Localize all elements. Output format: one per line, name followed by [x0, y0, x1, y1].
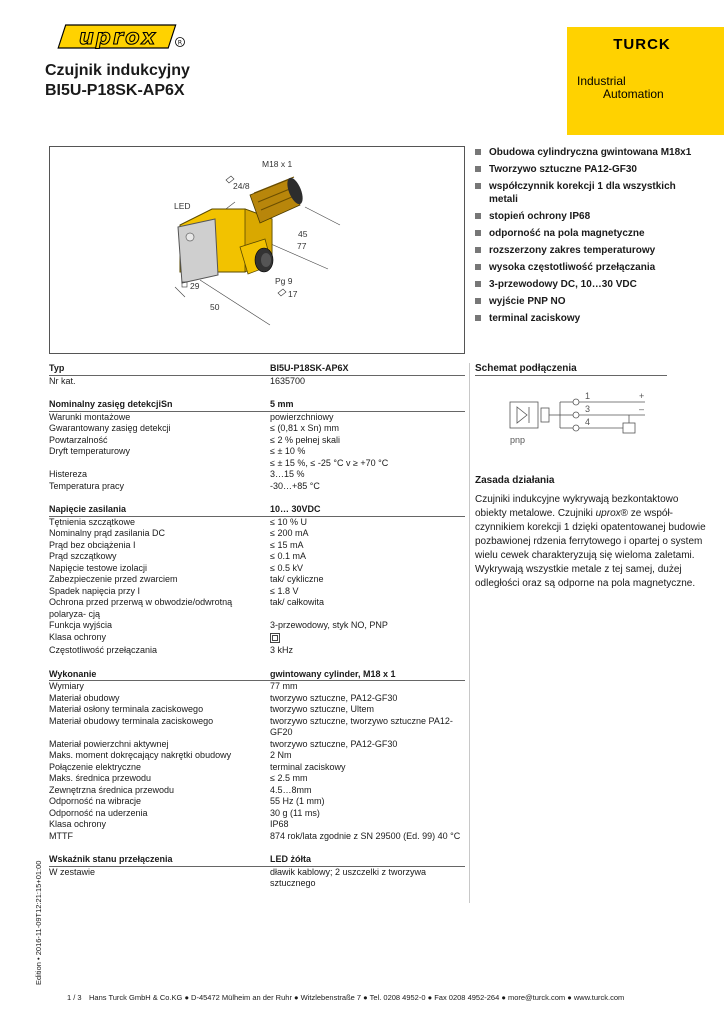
spec-value: ≤ 15 mA [270, 539, 304, 550]
spec-row [49, 458, 465, 470]
spec-key: Odporność na uderzenia [49, 807, 148, 818]
feature-item: wyjście PNP NO [475, 295, 705, 308]
spec-value: dławik kablowy; 2 uszczelki z tworzywa sztucznego [270, 866, 427, 888]
label-dim50: 50 [210, 302, 220, 312]
spec-key: Zewnętrzna średnica przewodu [49, 784, 175, 795]
spec-spacer [49, 657, 465, 669]
minus-label: – [639, 404, 645, 414]
spec-spacer [49, 492, 465, 504]
dimension-drawing [49, 146, 465, 354]
spec-row [49, 481, 465, 493]
spec-key: Histereza [49, 469, 88, 479]
wiring-diagram [505, 390, 655, 457]
spec-row [49, 819, 465, 831]
spec-value: ≤ 0.1 mA [270, 551, 306, 561]
label-dim77: 77 [297, 241, 307, 251]
spec-row [49, 854, 465, 866]
spec-row [49, 785, 465, 797]
spec-row [49, 586, 465, 598]
label-pg: Pg 9 [275, 276, 293, 286]
spec-row [49, 516, 465, 528]
spec-value: IP68 [270, 819, 289, 829]
pnp-label: pnp [510, 435, 526, 445]
spec-key: Ochrona przed przerwą w obwodzie/odwrotną polaryza- cją [49, 597, 233, 619]
spec-row [49, 551, 465, 563]
feature-item: wysoka częstotliwość przełączania [475, 261, 705, 274]
product-code-title: BI5U-P18SK-AP6X [45, 82, 185, 99]
spec-key: Napięcie zasilania [49, 504, 270, 516]
spec-key: Wykonanie [49, 669, 270, 681]
spec-row [49, 620, 465, 632]
spec-key: Wymiary [49, 681, 84, 691]
spec-value: tak/ całkowita [270, 597, 325, 607]
spec-value: 1635700 [270, 375, 306, 386]
spec-row [49, 504, 465, 516]
spec-value: LED żółta [270, 854, 465, 866]
spec-key: Zabezpieczenie przed zwarciem [49, 574, 178, 584]
pin-1-label: 1 [585, 391, 591, 401]
spec-key: Funkcja wyjścia [49, 620, 113, 630]
spec-row [49, 796, 465, 808]
spec-key: Maks. moment dokręcający nakrętki obudowy [49, 750, 232, 760]
spec-value: -30…+85 °C [270, 480, 320, 491]
spec-value: 3-przewodowy, styk NO, PNP [270, 620, 388, 630]
spec-row [49, 831, 465, 843]
spec-value: 2 Nm [270, 750, 292, 760]
spec-row [49, 435, 465, 447]
spec-value: tworzywo sztuczne, tworzywo sztuczne PA12-GF20 [270, 715, 453, 737]
spec-key: Materiał osłony terminala zaciskowego [49, 704, 204, 714]
spec-row [49, 563, 465, 575]
label-thread: M18 x 1 [262, 159, 293, 169]
principle-title: Zasada działania [475, 475, 555, 486]
spec-value: ≤ 10 % U [270, 516, 307, 527]
spec-key: Wskaźnik stanu przełączenia [49, 854, 270, 866]
spec-row [49, 669, 465, 681]
spec-value: ≤ 2 % pełnej skali [270, 434, 340, 445]
spec-row [49, 681, 465, 693]
label-led: LED [174, 201, 191, 211]
spec-row [49, 704, 465, 716]
feature-item: rozszerzony zakres temperaturowy [475, 244, 705, 257]
spec-row [49, 574, 465, 586]
spec-value: ≤ 1.8 V [270, 585, 299, 596]
spec-row [49, 469, 465, 481]
spec-value: ≤ ± 10 % [270, 446, 306, 456]
feature-item: Tworzywo sztuczne PA12-GF30 [475, 163, 705, 176]
spec-key: Materiał obudowy [49, 692, 120, 703]
feature-item: współczynnik korekcji 1 dla wszystkich metali [475, 180, 705, 206]
spec-row [49, 597, 465, 620]
spec-key: Połączenie elektryczne [49, 761, 142, 772]
spec-row [49, 693, 465, 705]
spec-key [49, 458, 270, 470]
pin-3-label: 3 [585, 404, 591, 414]
spec-value: ≤ 2.5 mm [270, 773, 308, 783]
spec-value: 3 kHz [270, 645, 294, 655]
page-title: Czujnik indukcyjny [45, 62, 190, 79]
divider [475, 375, 667, 376]
page-number: 1 / 3 [67, 993, 82, 1002]
plus-label: + [639, 391, 645, 401]
label-dim45: 45 [298, 229, 308, 239]
spec-value: tworzywo sztuczne, Ultem [270, 704, 375, 714]
spec-key: Powtarzalność [49, 434, 108, 445]
spec-value: ≤ 0.5 kV [270, 562, 303, 573]
spec-key: Warunki montażowe [49, 411, 131, 422]
spec-value: 5 mm [270, 399, 465, 411]
protection-class-icon [270, 633, 280, 643]
spec-value: gwintowany cylinder, M18 x 1 [270, 669, 465, 681]
spec-row [49, 866, 465, 890]
spec-key: W zestawie [49, 866, 96, 877]
pin-4-label: 4 [585, 417, 591, 427]
spec-row [49, 363, 465, 375]
uprox-logo [56, 24, 186, 55]
turck-logo: TURCK [613, 36, 671, 53]
turck-brand-block [567, 27, 724, 135]
spec-row [49, 645, 465, 657]
spec-row [49, 739, 465, 751]
spec-key: Nr kat. [49, 375, 76, 386]
spec-value: BI5U-P18SK-AP6X [270, 363, 465, 375]
spec-value: 4.5…8mm [270, 784, 312, 795]
spec-key: Napięcie testowe izolacji [49, 562, 148, 573]
spec-key: Tętnienia szczątkowe [49, 516, 136, 527]
spec-spacer [49, 387, 465, 399]
spec-row [49, 399, 465, 411]
spec-row [49, 528, 465, 540]
spec-key: Maks. średnica przewodu [49, 773, 152, 783]
wiring-diagram-title: Schemat podłączenia [475, 363, 577, 374]
spec-key: Materiał powierzchni aktywnej [49, 738, 169, 749]
label-sq29: 29 [190, 281, 200, 291]
spec-value: ≤ ± 15 %, ≤ -25 °C v ≥ +70 °C [270, 457, 389, 468]
feature-item: terminal zaciskowy [475, 312, 705, 325]
spec-row [49, 540, 465, 552]
spec-key: Prąd szczątkowy [49, 551, 117, 561]
feature-item: stopień ochrony IP68 [475, 210, 705, 223]
spec-row [49, 446, 465, 458]
spec-key: Klasa ochrony [49, 631, 107, 642]
spec-key: Temperatura pracy [49, 480, 125, 491]
spec-value: powierzchniowy [270, 411, 334, 422]
spec-value: 10… 30VDC [270, 504, 465, 516]
spec-table [49, 363, 465, 890]
principle-text: Czujniki indukcyjne wykrywają bezkontaktowo obiekty metalowe. Czujniki uprox® ze współ- czynnikiem korekcji 1 dzięki opatentowanej budowie pozbawionej rdzenia ferrytowego i opartej o system wielu cewek charakteryzują się wieloma zaletami. Wykrywają wszystkie metale z tej samej, dużej odległości oraz są odporne na pola magnetyczne. [475, 494, 706, 589]
spec-key: MTTF [49, 830, 73, 841]
spec-key: Nominalny zasięg detekcjiSn [49, 399, 270, 411]
spec-key: Częstotliwość przełączania [49, 645, 158, 655]
tagline-industrial: Industrial [577, 74, 626, 88]
spec-row [49, 716, 465, 739]
spec-value: 55 Hz (1 mm) [270, 796, 325, 806]
spec-value: 77 mm [270, 681, 298, 691]
spec-value: 30 g (11 ms) [270, 807, 320, 818]
edition-stamp: Edition • 2016-11-09T12:21:15+01:00 [34, 860, 43, 985]
spec-spacer [49, 842, 465, 854]
spec-value: ≤ (0,81 x Sn) mm [270, 423, 339, 433]
feature-item: odporność na pola magnetyczne [475, 227, 705, 240]
spec-key: Odporność na wibracje [49, 796, 142, 806]
spec-row [49, 423, 465, 435]
spec-row [49, 808, 465, 820]
spec-key: Spadek napięcia przy I [49, 585, 141, 596]
column-divider [469, 363, 470, 903]
spec-row [49, 411, 465, 423]
spec-value: 3…15 % [270, 469, 305, 479]
company-info: Hans Turck GmbH & Co.KG ● D-45472 Mülheim an der Ruhr ● Witzlebenstraße 7 ● Tel. 0208 4952-0 ● Fax 0208 4952-264 ● more@turck.com ● www.turck.com [89, 993, 625, 1002]
spec-key: Typ [49, 363, 270, 375]
spec-value: ≤ 200 mA [270, 528, 309, 538]
feature-item: Obudowa cylindryczna gwintowana M18x1 [475, 146, 705, 159]
spec-key: Prąd bez obciążenia I [49, 539, 136, 550]
sensor-body [178, 176, 306, 283]
spec-key: Nominalny prąd zasilania DC [49, 528, 166, 538]
spec-value: tworzywo sztuczne, PA12-GF30 [270, 692, 398, 703]
feature-item: 3-przewodowy DC, 10…30 VDC [475, 278, 705, 291]
spec-row [49, 632, 465, 646]
uprox-logo-text: uprox [78, 25, 158, 49]
spec-value: 874 rok/lata zgodnie z SN 29500 (Ed. 99) 40 °C [270, 830, 461, 841]
spec-value: tworzywo sztuczne, PA12-GF30 [270, 738, 398, 749]
spec-value: terminal zaciskowy [270, 761, 346, 772]
footer [67, 993, 624, 1002]
label-wrench1: 24/8 [233, 181, 250, 191]
svg-text:R: R [177, 39, 183, 47]
spec-row [49, 762, 465, 774]
spec-key: Gwarantowany zasięg detekcji [49, 423, 171, 433]
tagline-automation: Automation [603, 87, 664, 101]
spec-row [49, 773, 465, 785]
spec-key: Materiał obudowy terminala zaciskowego [49, 715, 214, 726]
spec-key: Klasa ochrony [49, 819, 107, 829]
spec-row [49, 750, 465, 762]
spec-value: tak/ cykliczne [270, 574, 324, 584]
spec-key: Dryft temperaturowy [49, 446, 131, 456]
label-wrench2: 17 [288, 289, 298, 299]
spec-row [49, 375, 465, 387]
spec-value [270, 632, 465, 646]
feature-list [475, 146, 705, 329]
